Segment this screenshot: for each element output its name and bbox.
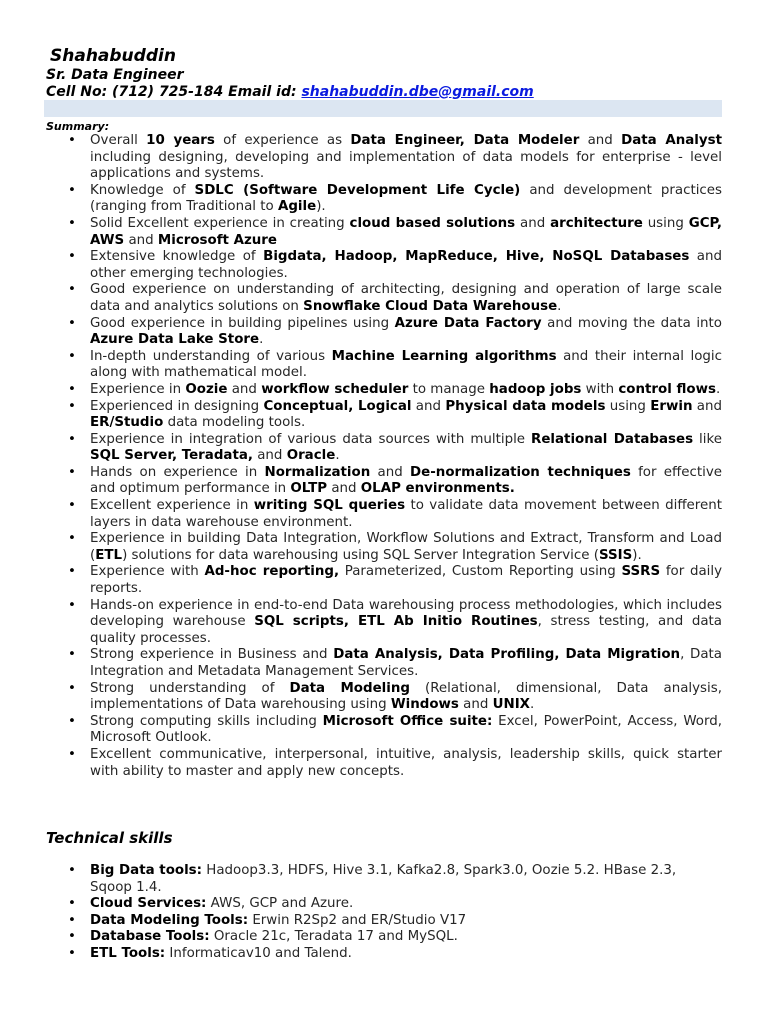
summary-text: using	[642, 215, 689, 231]
candidate-name: Shahabuddin	[50, 46, 176, 66]
summary-keyword: writing SQL queries	[253, 498, 406, 514]
summary-keyword: workflow scheduler	[261, 381, 409, 397]
summary-text: ).	[316, 199, 326, 215]
technical-skills-heading: Technical skills	[46, 829, 173, 847]
summary-text: and other emerging technologies.	[90, 249, 722, 281]
summary-text: Excellent communicative, interpersonal, intuitive, analysis, leadership skills, quick starter with ability to master and apply new concepts.	[90, 746, 722, 779]
summary-text: In-depth understanding of various	[90, 348, 332, 364]
summary-text: , Data Integration and Metadata Management Services.	[90, 647, 722, 679]
summary-text: (Relational, dimensional, Data analysis, implementations of Data warehousing using	[90, 680, 722, 713]
summary-item	[90, 681, 722, 714]
summary-item	[90, 498, 722, 531]
summary-text: Knowledge of	[90, 182, 195, 198]
skill-values: Hadoop3.3, HDFS, Hive 3.1, Kafka2.8, Spark3.0, Oozie 5.2. HBase 2.3, Sqoop 1.4.	[90, 863, 677, 895]
summary-keyword: hadoop jobs	[489, 381, 582, 397]
summary-item	[90, 399, 722, 432]
summary-keyword: architecture	[550, 215, 643, 231]
summary-keyword: GCP, AWS	[90, 215, 722, 248]
summary-keyword: Relational Databases	[531, 431, 694, 447]
summary-text: .	[530, 697, 535, 713]
summary-text: like	[693, 431, 722, 447]
summary-text: Experience with	[90, 564, 205, 580]
summary-item	[90, 564, 722, 597]
summary-keyword: Data Engineer, Data Modeler	[350, 133, 580, 148]
summary-text: Experienced in designing	[90, 398, 264, 414]
summary-keyword: OLTP	[290, 481, 328, 497]
summary-item	[90, 598, 722, 648]
summary-text: to validate data movement between different layers in data warehouse environment.	[90, 498, 722, 530]
email-link[interactable]: shahabuddin.dbe@gmail.com	[301, 84, 534, 100]
summary-text: Good experience on understanding of architecting, designing and operation of large scale data and analytics solutions on	[90, 282, 722, 314]
skill-category: Data Modeling Tools:	[90, 912, 249, 928]
summary-text: Strong experience in Business and	[90, 647, 334, 663]
summary-text: and	[458, 697, 493, 713]
summary-text: ).	[632, 547, 642, 563]
summary-list	[90, 133, 722, 780]
summary-text: and development practices (ranging from Traditional to	[90, 182, 723, 215]
summary-item	[90, 282, 722, 315]
summary-keyword: SSIS	[598, 547, 633, 563]
summary-keyword: Machine Learning algorithms	[331, 348, 557, 364]
summary-keyword: Azure Data Factory	[394, 315, 542, 331]
summary-text: Hands-on experience in end-to-end Data warehousing process methodologies, which includes developing warehouse	[90, 597, 722, 630]
summary-keyword: Microsoft Office suite:	[322, 713, 493, 729]
summary-text: Parameterized, Custom Reporting using	[339, 564, 622, 580]
summary-keyword: Normalization	[264, 464, 371, 480]
summary-keyword: Erwin	[650, 398, 693, 414]
summary-text: .	[715, 381, 721, 397]
header-divider-band	[44, 100, 722, 117]
summary-item	[90, 349, 722, 382]
skill-category: Database Tools:	[90, 929, 210, 945]
summary-text: Experience in integration of various data sources with multiple	[90, 431, 532, 447]
summary-item	[90, 714, 722, 747]
summary-text: Hands on experience in	[90, 464, 265, 480]
summary-item	[90, 216, 722, 249]
skill-values: Oracle 21c, Teradata 17 and MySQL.	[209, 929, 458, 945]
summary-item	[90, 747, 722, 780]
summary-text: and	[227, 381, 262, 397]
summary-keyword: Azure Data Lake Store	[90, 332, 260, 348]
summary-text: ) solutions for data warehousing using SQL Server Integration Service (	[122, 547, 599, 563]
summary-text: .	[335, 448, 340, 464]
summary-keyword: Snowflake Cloud Data Warehouse	[303, 298, 558, 314]
summary-text: and	[124, 232, 158, 248]
summary-keyword: Data Analyst	[621, 133, 722, 148]
skill-category: ETL Tools:	[90, 945, 166, 961]
skill-item	[90, 929, 722, 946]
summary-text: Excel, PowerPoint, Access, Word, Microsoft Outlook.	[90, 713, 722, 746]
summary-text: Solid Excellent experience in creating	[90, 215, 350, 231]
skill-item	[90, 913, 722, 930]
summary-text: of experience as	[214, 133, 351, 148]
summary-keyword: Oozie	[185, 381, 228, 397]
summary-keyword: control flows	[618, 381, 716, 397]
technical-skills-list	[90, 863, 722, 963]
summary-keyword: Data Analysis, Data Profiling, Data Migration	[333, 647, 681, 663]
summary-text: and	[252, 448, 287, 464]
skill-item	[90, 946, 722, 963]
job-title: Sr. Data Engineer	[46, 67, 184, 83]
summary-text: for daily reports.	[90, 564, 723, 597]
summary-text: including designing, developing and implementation of data models for enterprise - level applications and systems.	[90, 149, 722, 182]
summary-keyword: Ad-hoc reporting,	[204, 564, 340, 580]
summary-text: Excellent experience in	[90, 498, 254, 514]
summary-item	[90, 316, 722, 349]
summary-item	[90, 531, 722, 564]
summary-keyword: cloud based solutions	[349, 215, 516, 231]
summary-text: and	[411, 398, 446, 414]
summary-item	[90, 133, 722, 183]
summary-keyword: OLAP environments.	[360, 481, 515, 497]
skill-values: AWS, GCP and Azure.	[206, 896, 354, 912]
summary-item	[90, 465, 722, 498]
summary-keyword: Oracle	[286, 448, 336, 464]
summary-item	[90, 647, 722, 680]
summary-text: and their internal logic along with mathematical model.	[90, 348, 722, 381]
summary-text: and	[327, 481, 361, 497]
summary-text: and	[579, 133, 622, 148]
skill-item	[90, 863, 722, 896]
summary-text: Experience in	[90, 381, 186, 397]
summary-text: for effective and optimum performance in	[90, 464, 722, 497]
skill-category: Cloud Services:	[90, 896, 207, 912]
summary-keyword: Conceptual, Logical	[263, 398, 412, 414]
summary-text: Experience in building Data Integration, Workflow Solutions and Extract, Transform and Load (	[90, 531, 722, 563]
summary-text: .	[557, 298, 562, 314]
skill-category: Big Data tools:	[90, 863, 203, 878]
summary-item	[90, 432, 722, 465]
summary-text: Strong computing skills including	[90, 713, 323, 729]
summary-keyword: SSRS	[621, 564, 661, 580]
summary-label: Summary:	[46, 120, 110, 133]
summary-keyword: Data Modeling	[289, 680, 410, 696]
summary-text: with	[581, 381, 619, 397]
summary-text: Strong understanding of	[90, 680, 290, 696]
summary-keyword: ER/Studio	[90, 415, 164, 431]
contact-label: Cell No: (712) 725-184 Email id:	[46, 84, 302, 100]
summary-text: and	[515, 215, 551, 231]
summary-keyword: Physical data models	[445, 398, 606, 414]
summary-text: .	[259, 332, 264, 348]
summary-keyword: Agile	[277, 199, 317, 215]
summary-keyword: 10 years	[146, 133, 215, 148]
summary-keyword: Microsoft Azure	[157, 232, 277, 248]
summary-item	[90, 382, 722, 399]
summary-text: , stress testing, and data quality processes.	[90, 614, 722, 646]
summary-keyword: SDLC (Software Development Life Cycle)	[194, 182, 521, 198]
summary-text: using	[605, 398, 651, 414]
summary-keyword: Bigdata, Hadoop, MapReduce, Hive, NoSQL Databases	[263, 249, 690, 265]
contact-line	[46, 84, 534, 100]
summary-keyword: SQL Server, Teradata,	[90, 448, 253, 464]
summary-text: Good experience in building pipelines using	[90, 315, 395, 331]
summary-keyword: UNIX	[492, 697, 531, 713]
summary-keyword: ETL	[95, 547, 123, 563]
summary-text: data modeling tools.	[163, 415, 306, 431]
summary-text: Extensive knowledge of	[90, 249, 264, 265]
summary-keyword: De-normalization techniques	[410, 464, 631, 480]
summary-text: and	[692, 398, 722, 414]
summary-item	[90, 249, 722, 282]
skill-item	[90, 896, 722, 913]
summary-keyword: Windows	[390, 697, 459, 713]
summary-text: Overall	[90, 133, 147, 148]
summary-item	[90, 183, 722, 216]
summary-keyword: SQL scripts, ETL Ab Initio Routines	[254, 614, 538, 630]
skill-values: Erwin R2Sp2 and ER/Studio V17	[248, 912, 467, 928]
summary-text: to manage	[408, 381, 490, 397]
summary-text: and moving the data into	[541, 315, 722, 331]
skill-values: Informaticav10 and Talend.	[165, 945, 352, 961]
summary-text: and	[370, 464, 411, 480]
